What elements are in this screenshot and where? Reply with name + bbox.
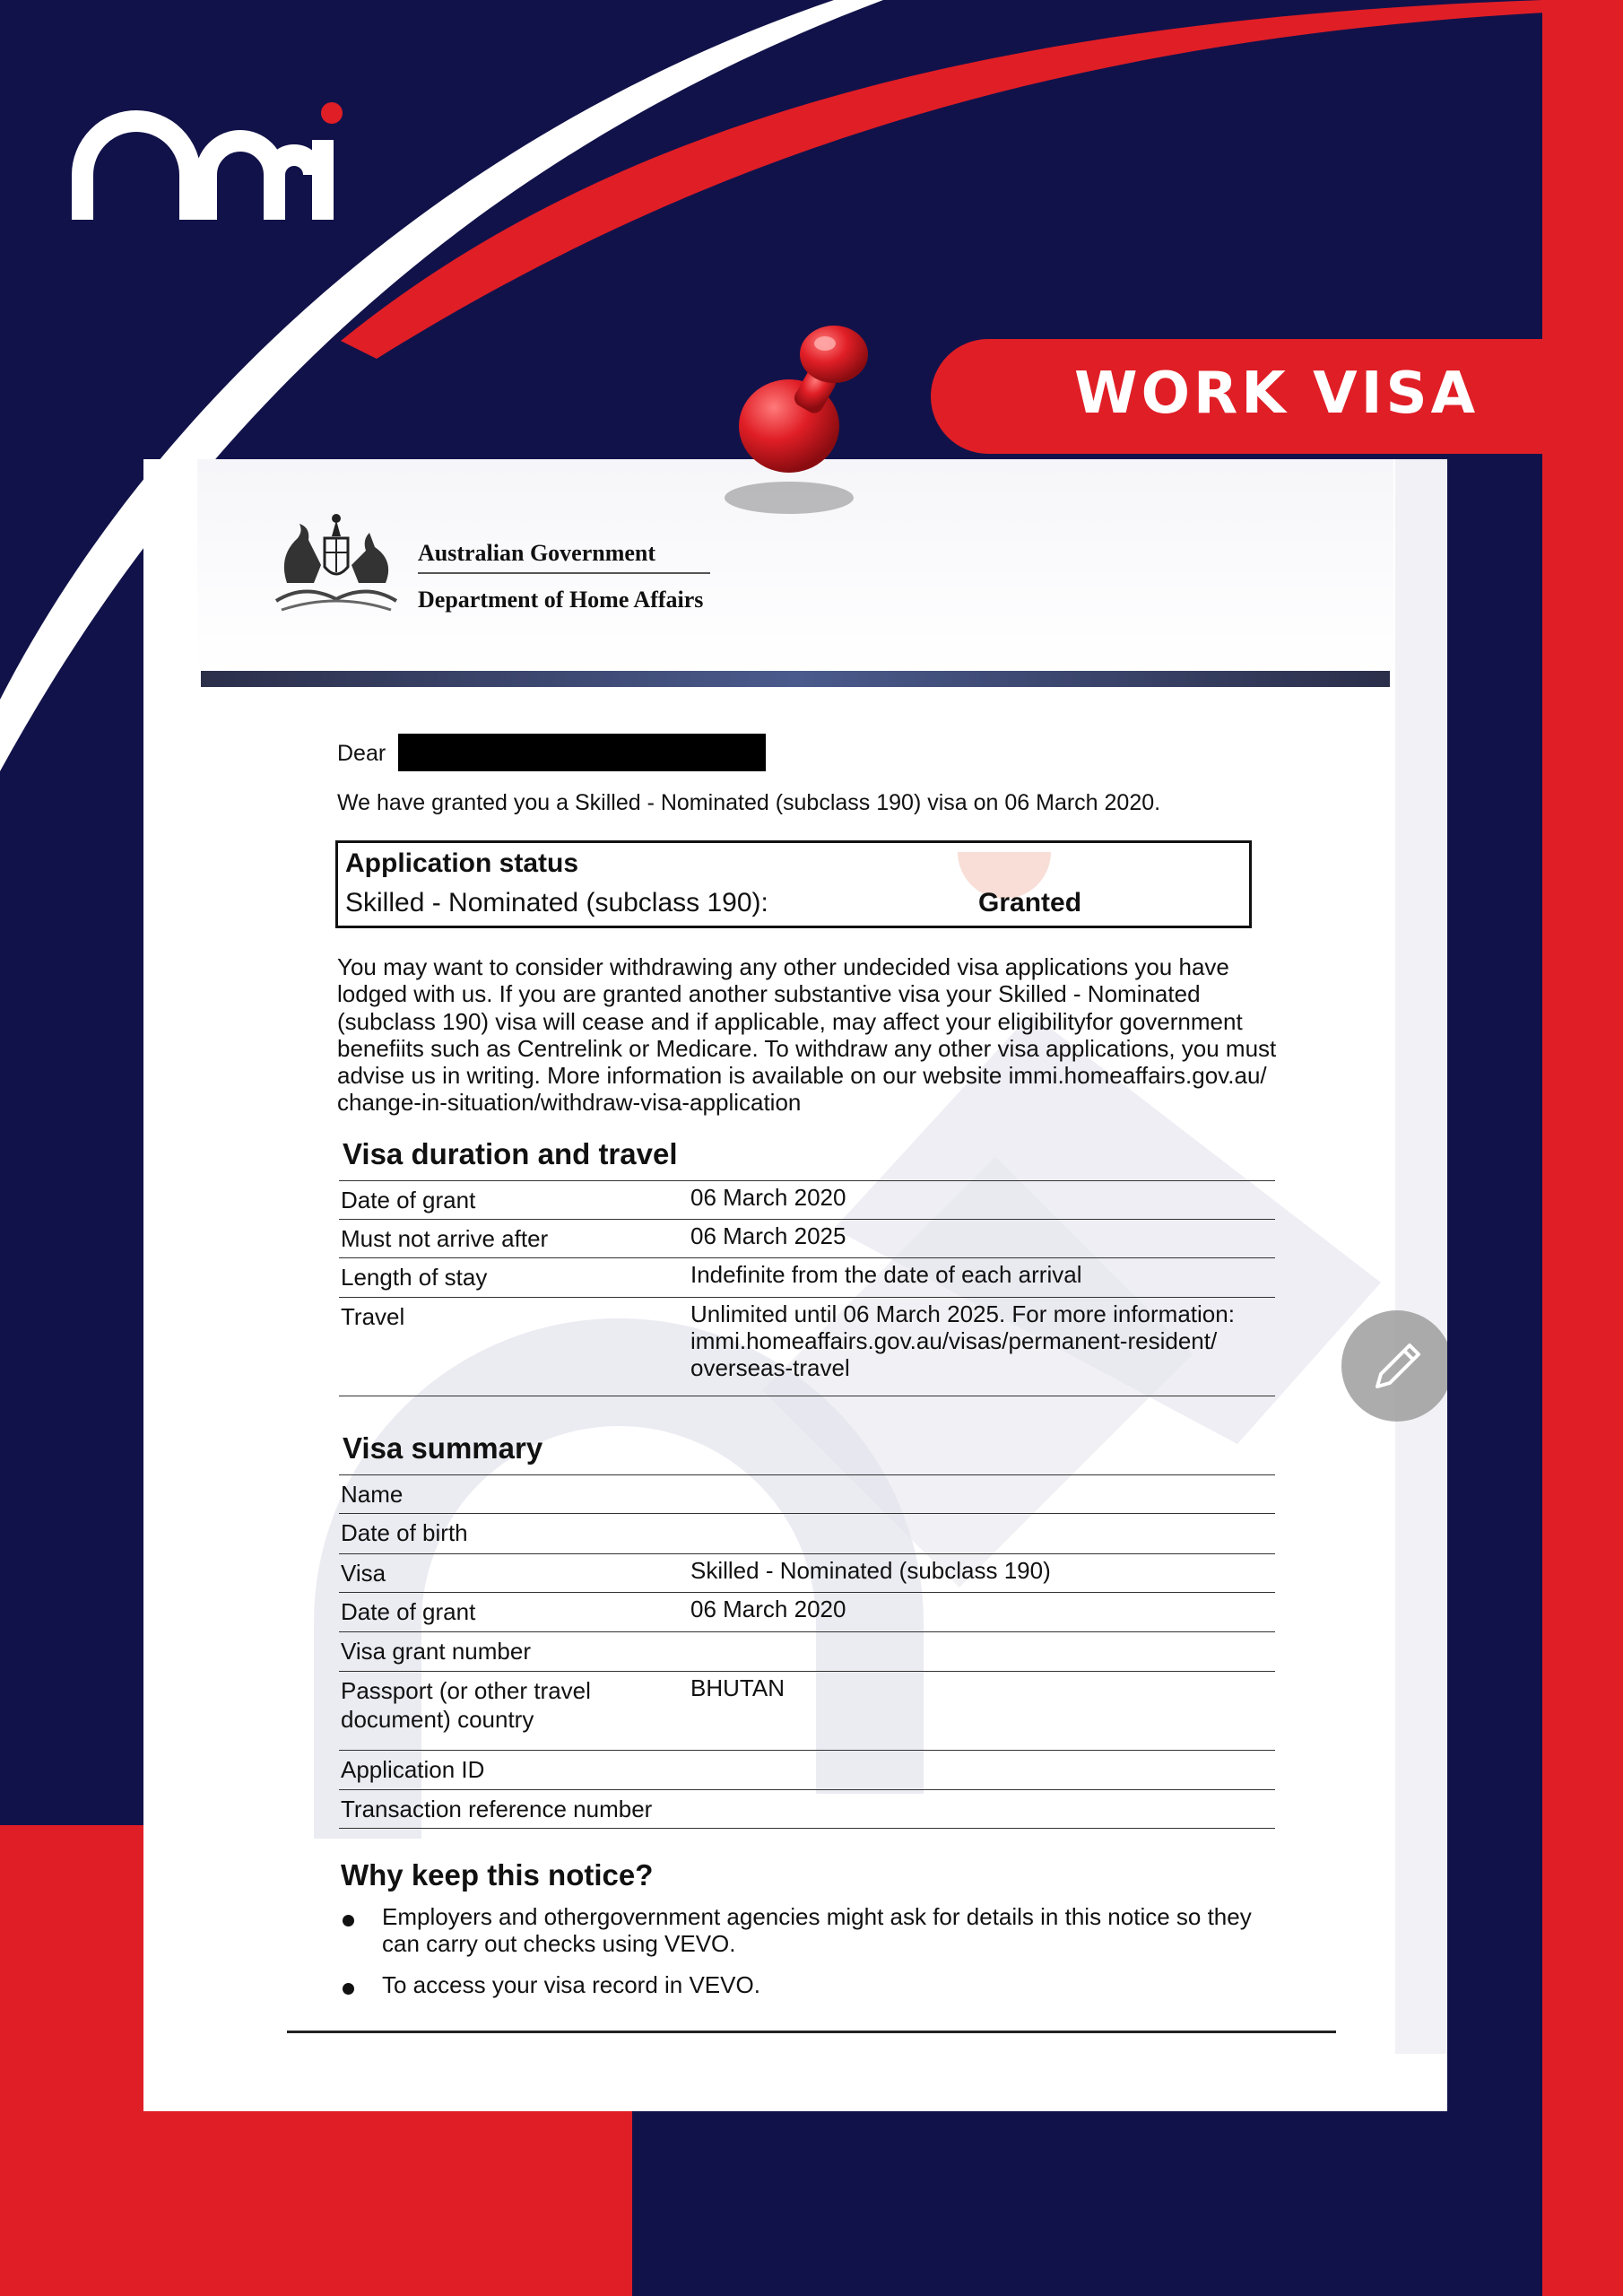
row-value: Skilled - Nominated (subclass 190): [690, 1557, 1051, 1584]
list-item: [341, 1971, 1336, 2002]
row-label: Must not arrive after: [341, 1225, 549, 1252]
bullet-icon: [343, 1915, 354, 1926]
table-row: [339, 1257, 1275, 1297]
pushpin-icon: [699, 318, 888, 525]
row-label: Travel: [341, 1303, 405, 1330]
notice-section-title: Why keep this notice?: [341, 1858, 654, 1892]
summary-table: [339, 1474, 1275, 1829]
ami-logo: [72, 99, 350, 224]
grant-statement: We have granted you a Skilled - Nominated (subclass 190) visa on 06 March 2020.: [337, 790, 1161, 815]
row-label: Date of grant: [341, 1598, 476, 1625]
row-label: Visa grant number: [341, 1638, 531, 1665]
table-row: [339, 1789, 1275, 1829]
gov-heading-line1: Australian Government: [418, 540, 656, 566]
work-visa-banner: [931, 339, 1623, 454]
withdraw-info-paragraph: You may want to consider withdrawing any other undecided visa applications you have lodged with us. If you are granted another substantive visa your Skilled - Nominated (subclass 190) visa will cease and if applicable, may affect your eligibilityfor government benefiits such as Centrelink or Medicare. To withdraw any other visa applications, you must advise us in writing. More information is available on our website immi.homeaffairs.gov.au/ change-in-situation/withdraw-visa-application: [337, 953, 1277, 1117]
table-row: [339, 1750, 1275, 1789]
pencil-icon[interactable]: [1341, 1304, 1447, 1428]
bullet-icon: [343, 1983, 354, 1995]
coat-of-arms-icon: [269, 511, 404, 617]
bullet-text: To access your visa record in VEVO.: [382, 1971, 760, 1998]
row-label: Transaction reference number: [341, 1796, 653, 1822]
row-value: 06 March 2020: [690, 1184, 846, 1211]
row-value: Unlimited until 06 March 2025. For more information: immi.homeaffairs.gov.au/visas/permanent-resident/ overseas-travel: [690, 1300, 1235, 1381]
salutation: Dear: [337, 741, 386, 766]
status-title: Application status: [345, 848, 579, 878]
table-row: [339, 1513, 1275, 1553]
gov-heading-line2: Department of Home Affairs: [418, 587, 704, 613]
list-item: [341, 1903, 1336, 1971]
table-row: [339, 1671, 1275, 1750]
row-label: Date of grant: [341, 1187, 476, 1213]
row-value: BHUTAN: [690, 1674, 785, 1701]
table-row: [339, 1297, 1275, 1396]
table-row: [339, 1474, 1275, 1513]
row-value: Indefinite from the date of each arrival: [690, 1261, 1082, 1288]
status-value: Granted: [978, 888, 1082, 918]
letterhead-bar: [201, 671, 1390, 687]
row-label: Visa: [341, 1560, 386, 1587]
banner-label: WORK VISA: [1074, 361, 1480, 427]
row-label: Application ID: [341, 1756, 485, 1783]
duration-section-title: Visa duration and travel: [343, 1137, 678, 1170]
summary-section-title: Visa summary: [343, 1431, 543, 1465]
row-label: Passport (or other travel document) country: [341, 1677, 591, 1733]
redacted-name-bar: [398, 734, 766, 771]
notice-bullet-list: [341, 1903, 1336, 2002]
application-status-box: [335, 840, 1252, 928]
footer-rule: [287, 2031, 1336, 2033]
row-label: Name: [341, 1481, 404, 1508]
status-label: Skilled - Nominated (subclass 190):: [345, 888, 768, 918]
letterhead-rule: [418, 572, 710, 574]
table-row: [339, 1592, 1275, 1631]
bullet-text: Employers and othergovernment agencies might ask for details in this notice so they can carry out checks using VEVO.: [382, 1903, 1252, 1957]
row-label: Date of birth: [341, 1519, 468, 1546]
row-value: 06 March 2020: [690, 1596, 846, 1622]
table-row: [339, 1631, 1275, 1671]
table-row: [339, 1219, 1275, 1257]
row-label: Length of stay: [341, 1264, 488, 1291]
table-row: [339, 1553, 1275, 1592]
row-value: 06 March 2025: [690, 1222, 846, 1249]
table-row: [339, 1180, 1275, 1219]
duration-table: [339, 1180, 1275, 1396]
